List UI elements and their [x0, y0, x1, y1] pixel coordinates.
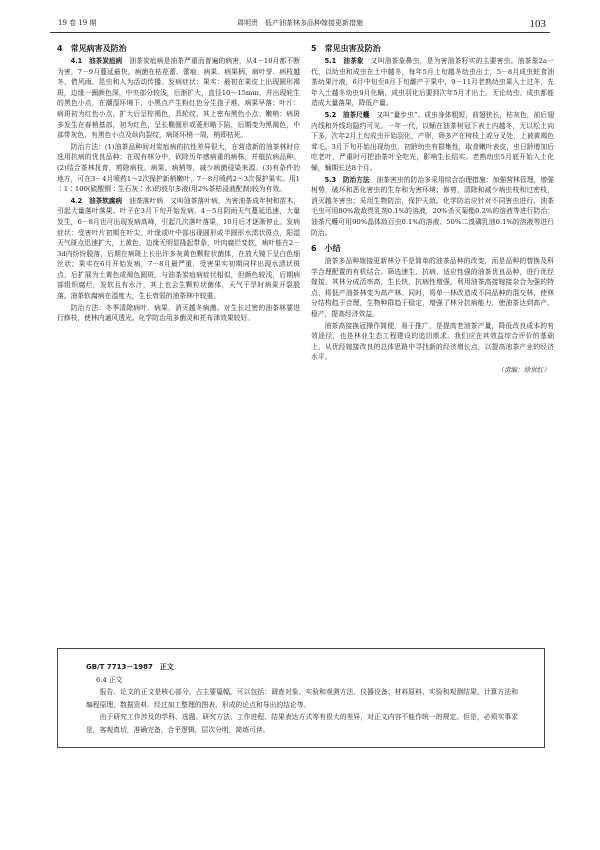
standard-excerpt-box	[57, 648, 545, 748]
paragraph-weevil	[311, 56, 554, 109]
paragraph-soft-rot-control: 防治方法：冬季清除病叶、病果，消灭越冬病菌。对生长过密的油茶林要进行修枝，使林内通风透光。化学防治用多菌灵和托布津效果较好。	[57, 303, 300, 323]
running-title: 周明贵 低产油茶林多品种嫁接更新措施	[237, 19, 363, 27]
paragraph-soft-rot	[57, 196, 300, 302]
section-6-heading: 6 小结	[311, 244, 341, 254]
paragraph-pest-control	[311, 175, 554, 239]
paragraph-summary-2: 油茶高接换冠操作简便，易于推广，是提高老油茶产量，降低改良成本的有效途径，也是林业生态工程建设的追切需求。我们应在其效益综合评价的基础上，从优经嫁接改良的总体思路中寻找新的经济增长点，以提高油茶产业的经济水平。	[311, 321, 554, 362]
anthracnose-text: 油茶炭疽病是油茶严重而普遍的病害，从4－10月都不断为害，7－9月蔓延最快。病菌在枯花蕾、蕾痕、病果、病果柄、病叶芽、病枝越冬，借风雨、昆虫和人为活动传播。发病症状：果实：最初在果皮上出现圆形褐斑，边缘一圈颜色深，中央部分较浅，后渐扩大，直径10～15mm，并出现轮生的黑色小点，在潮湿环境下，小黑点产生粉红色分生孢子堆，病果早落；叶片：病斑初为红色小点，扩大后呈棕褐色，具轮纹，其上密布黑色小点；嫩梢：病斑多发生在春梢基部，初为红色，呈长椭圆形或菱形略下陷，后期变为黑褐色，中部带灰色，有黑色小点及纵向裂纹，病斑环梢一周，梢即枯死。	[57, 57, 301, 140]
paragraph-summary-1: 油茶多品种嫁接更新林分不是简单的油茶品种的改变，而是品种的替换及科学合理配置的有机结合。筛选速生、抗病、适应性强的油茶优良品种，进行优经嫁接，其林分成活率高，生长快，抗病性增强。利用油茶高接嫁接杂合为强的特点，将低产油茶林变为高产林。同时，将单一林改造成不同品种的混交林，使林分结构趋于合理，生物种群趋于稳定，增强了林分抗病能力，使油茶达到高产、稳产，提高经济效益。	[311, 257, 554, 319]
paragraph-anthracnose-control: 防治方法：(1)油茶品种间对炭疽病的抗性差异很大，在营造新的油茶林时应选用抗病的优良品种；在现有林分中，砍除历年感病重的病株，并植抗病品种。(2)结合茶林抚育，剪除病枝、病果、病梢等，减少病菌侵染来源。(3)有条件的地方，可在3－4月喷药1～2次保护新梢嫩叶，7－8月喷药2～3次保护果实。用1∶1∶100(硫酸铜∶生石灰∶水)的波尔多液(用2%茶枯浸液配制)较为有效。	[57, 142, 300, 194]
paragraph-looper	[311, 110, 554, 174]
volume-issue: 19 卷 19 期	[58, 19, 97, 27]
section-4-heading: 4 常见病害及防治	[57, 44, 127, 53]
standard-title: GB/T 7713－1987 正文	[86, 663, 174, 671]
subsection-4-2-heading: 4.2 油茶软腐病	[70, 196, 123, 205]
standard-section: 6.4 正文	[96, 675, 123, 684]
standard-paragraph-2: 由于研究工作涉及的学科、选题、研究方法、工作进程、结果表达方式等有很大的差异，对正文内容不能作统一的规定。但是，必须实事求是，客观真切，准确完备，合乎逻辑，层次分明，简练可读。	[86, 713, 518, 734]
weevil-text: 又叫油茶象鼻虫，是为害油茶籽实的主要害虫。油茶象2a一代，以幼虫和成虫在土中越冬，每年5月上旬越冬幼虫出土，5－8月成虫蛀食油茶幼果汁液，6月中旬至8月下旬雌产于果中，9－11月老熟幼虫果入土过冬，先年入土越冬幼虫9月化蛹，成虫羽化后要到次年5月才出土。无论幼虫、成虫都能造成大量落果，降低产量。	[311, 57, 554, 108]
page-number: 103	[529, 18, 546, 30]
soft-rot-text: 油茶落叶病 又叫油茶落叶病，为害油茶成年树和苗木，引起大量落叶落果。叶子在3月下旬开始发病，4－5月阴雨天气蔓延迅速，大量发生，6－8月也可出现发病高峰，引起几次落叶落果，10月后才逐渐停止。发病症状：受害叶片初期在叶尖、叶缘或叶中部出现圆形或半圆形水渍状斑点，阳湿天气斑点迅速扩大，上黄色，边缘无明显隆起带条，叶肉腐烂变软，病叶能在2－3d内纷纷脱落，后期在病斑上长出许多灰黄色颗粒状菌体，在放大镜下呈白色细丝状；果实在6月开始发病，7－8月最严重，受害果实初期同样出现水渍状斑点，后扩展为土黄色或褐色圆斑，与油茶炭疽病症状相似，但颜色较浅，后期病部组织腐烂，发软且有水汁，其上也会生颗粒状菌体，天气干旱时病果开裂脱落。油茶软腐病在湿度大，生长衰弱的油茶林中较重。	[57, 196, 300, 301]
running-header	[50, 10, 550, 33]
pest-control-text: 油茶害虫的防治多采用综合治理措施：加强营林管理，增强树势，破坏和恶化害虫的生存和为害环境；修剪，清除和减少病虫枝和过密枝，消灭越冬害虫；采用生物防治，保护天敌。化学防治应针对不同害虫进行，油茶毛虫可用80%敌敌畏乳剂0.1%的溶液，20%杀灭菊酯0.2%的溶液等进行防治；油茶尺蠖可用90%晶体敌百虫0.1%的溶液、50%二溴磷乳油0.1%的溶液等进行防治。	[311, 175, 555, 237]
editor-signature: （责编：徐世红）	[497, 366, 550, 375]
paragraph-anthracnose	[57, 56, 300, 141]
section-5-heading: 5 常见虫害及防治	[311, 44, 381, 53]
looper-text: 又叫“量步虫”。成虫身体粗短，前翅狭长，枯灰色，前后翅内线和外线均隐约可见。一年一代，以蛹在油茶树冠下表土内越冬，无以松土向下多，次年2月上旬成虫开始羽化，产卵，卵多产在树枝上或分叉处，上被黄褐色茸毛。3月下旬开始出现幼虫，初龄幼虫有群集性，取食嫩叶表皮，虫日龄增加后吃老叶，严重时可把油茶叶全吃光，影响生长结实。老熟幼虫5月底开始入土化蛹，蛹期长达8个月。	[311, 110, 555, 172]
subsection-5-3-heading: 5.3 防治方法	[324, 175, 370, 184]
standard-paragraph-1: 报告、论文的正文是核心部分，占主要篇幅，可以包括：调查对象、实验和观测方法、仪器设备、材料原料、实验和观测结果、计算方法和编程原理、数据资料、经过加工整理的图表、形成的论点和导出的结论等。	[86, 688, 518, 709]
left-column	[57, 42, 300, 324]
right-column	[311, 42, 554, 376]
subsection-5-2-heading: 5.2 油茶尺蠖	[324, 110, 370, 119]
subsection-5-1-heading: 5.1 油茶象	[324, 57, 364, 65]
subsection-4-1-heading: 4.1 油茶炭疽病	[70, 57, 123, 65]
